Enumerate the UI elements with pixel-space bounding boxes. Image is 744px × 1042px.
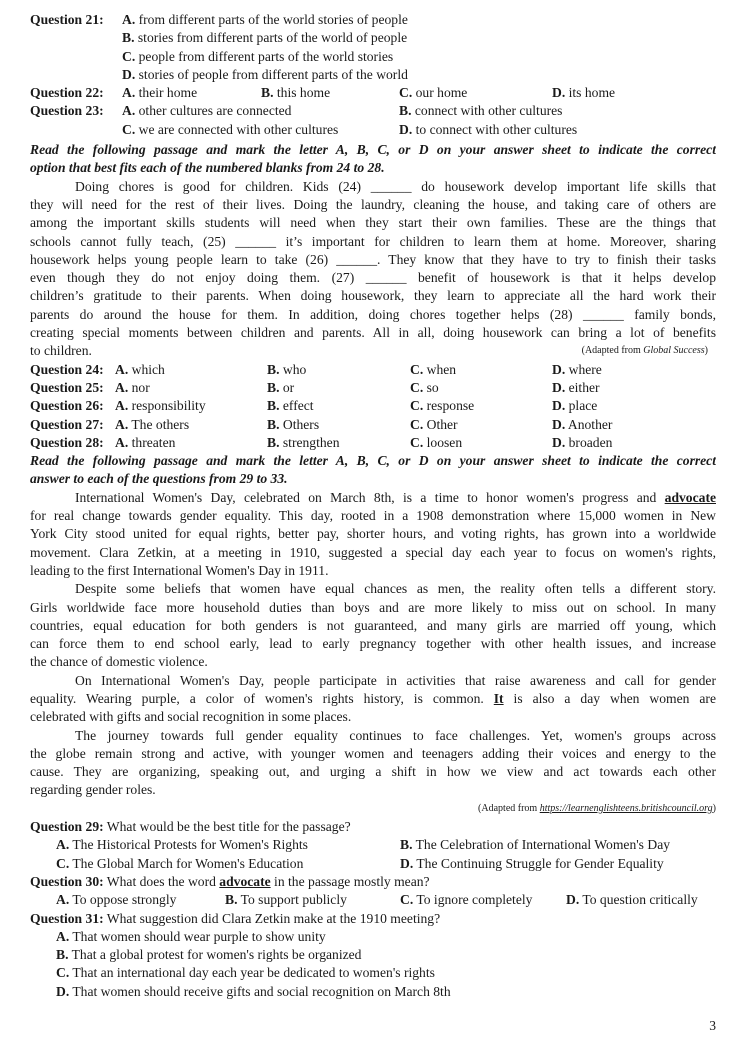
option-a: A. from different parts of the world stories of people [122,12,408,27]
option-a: A. their home [122,85,198,101]
option-c: C. The Global March for Women's Education [56,855,304,871]
passage-line: Doing chores is good for children. Kids (24) ______ do housework develop important life skills that [75,178,716,194]
option-b: B. strengthen [267,434,340,450]
option-a: A. To oppose strongly [56,892,177,908]
question-26 [30,397,716,415]
question-25 [30,379,716,397]
option-b: B. stories from different parts of the world of people [122,30,408,46]
keyword-it: It [493,690,504,706]
option-c: C. That an international day each year be dedicated to women's rights [56,965,435,981]
question-label: Question 30: [30,873,104,889]
question-21-option-d [30,66,716,84]
option-c: C. when [410,361,457,377]
question-29-options-cd [30,855,716,873]
question-24 [30,361,716,379]
option-a: A. which [115,361,165,377]
passage-line: can force them to end school early, lead to early pregnancy together with other health issues, and increase [30,636,716,652]
passage-line: leading to the first International Women's Day in 1911. [30,562,329,578]
question-23 [30,102,716,120]
option-a: A. That women should wear purple to show unity [56,928,326,944]
option-b: B. Others [267,416,320,432]
option-a: A. The Historical Protests for Women's Rights [56,837,308,853]
option-b: B. who [267,361,307,377]
option-a: A. threaten [115,434,176,450]
option-b: B. The Celebration of International Women's Day [400,837,671,853]
passage-line: to children. [30,343,92,359]
passage-line: for real change towards gender equality. This day, rooted in a 1908 demonstration where 15,000 women in New [30,508,716,524]
instruction-line: Read the following passage and mark the letter A, B, C, or D on your answer sheet to indicate the correct [30,453,716,469]
question-label: Question 27: [30,416,104,432]
option-d: D. The Continuing Struggle for Gender Equality [400,855,664,871]
option-c: C. so [410,379,439,395]
option-d: D. where [552,361,602,377]
question-label: Question 22: [30,85,104,101]
keyword-advocate: advocate [219,873,271,889]
option-d: D. Another [552,416,613,432]
option-b: B. effect [267,398,314,414]
option-c: C. To ignore completely [400,892,533,908]
exam-page [30,11,716,1001]
source-credit: (Adapted from Global Success) [581,345,708,357]
question-21-option-c [30,48,716,66]
passage-line: cause. They are organizing, speaking out, and urging a shift in how we view and act towards each other [30,764,716,780]
question-29-options-ab [30,836,716,854]
passage-line: On International Women's Day, people participate in activities that raise awareness and call for gender [75,672,716,688]
question-30-options [30,891,716,909]
option-d: D. broaden [552,434,613,450]
passage-line: the chance of domestic violence. [30,654,208,670]
instruction-line: answer to each of the questions from 29 to 33. [30,471,288,487]
option-d: D. its home [552,85,616,101]
question-label: Question 29: [30,819,104,835]
question-21-option-b [30,29,716,47]
source-credit: (Adapted from https://learnenglishteens.britishcouncil.org) [478,802,716,814]
question-30: Question 30: What does the word advocate in the passage mostly mean? [30,873,430,889]
passage-line: The journey towards full gender equality continues to face challenges. Yet, women's groups across [75,727,716,743]
option-c: C. loosen [410,434,463,450]
question-31 [30,910,716,928]
option-d: D. That women should receive gifts and social recognition on March 8th [56,983,451,999]
question-stem: What would be the best title for the passage? [106,819,351,835]
question-label: Question 21: [30,12,104,27]
instruction-line: Read the following passage and mark the letter A, B, C, or D on your answer sheet to indicate the correct [30,142,716,158]
keyword-advocate: advocate [664,489,716,505]
passage-line: among the important skills students will need when they start their own families. These are the things that [30,215,716,231]
page-number: 3 [709,1018,716,1033]
option-d: D. either [552,379,600,395]
option-d: D. To question critically [566,892,698,908]
passage-line: countries, equal education for both genders is not guaranteed, and many girls are married off young, which [30,617,716,633]
option-a: A. The others [115,416,190,432]
question-28 [30,434,716,452]
instruction-line: option that best fits each of the numbered blanks from 24 to 28. [30,160,385,176]
option-b: B. To support publicly [225,892,347,908]
source-link: https://learnenglishteens.britishcouncil.org [539,802,713,814]
question-21 [30,11,716,29]
question-label: Question 26: [30,398,104,414]
passage-line: they will need for the rest of their lives. Doing the laundry, cleaning the house, and taking care of others are [30,196,716,212]
option-b: B. or [267,379,295,395]
passage-last-line [30,342,716,360]
option-d: D. stories of people from different parts of the world [122,66,408,82]
question-23-options-cd [30,121,716,139]
option-b: B. That a global protest for women's rights be organized [56,947,362,963]
passage-line: parents do around the house for them. In addition, doing chores together helps (28) ______ family bonds, [30,306,716,322]
option-a: A. nor [115,379,150,395]
passage-line: International Women's Day, celebrated on March 8th, is a time to honor women's progress and advocate [75,489,716,505]
question-22 [30,84,716,102]
option-a: A. other cultures are connected [122,103,292,119]
question-label: Question 28: [30,434,104,450]
passage-line: celebrated with gifts and social recognition in some places. [30,709,352,725]
question-label: Question 23: [30,103,104,119]
passage-line: schools cannot fully teach, (25) ______ it’s important for children to learn them at home. Moreover, sharing [30,233,716,249]
passage-line: creating special moments between children and parents. All in all, doing housework can bring a lot of benefits [30,325,716,341]
passage-line: equality. Wearing purple, a color of women's rights history, is common. It is also a day when women are [30,690,716,706]
option-c: C. response [410,398,475,414]
option-b: B. this home [261,85,331,101]
question-29 [30,818,716,836]
question-stem: What suggestion did Clara Zetkin make at the 1910 meeting? [106,910,441,926]
option-c: C. people from different parts of the world stories [122,48,394,64]
option-d: D. place [552,398,598,414]
passage-line: Despite some beliefs that women have equal chances as men, the reality often tells a different story. [75,581,716,597]
passage-line: Girls worldwide face more household duties than boys and are more likely to miss out on school. In many [30,599,716,615]
question-27 [30,416,716,434]
option-c: C. our home [399,85,468,101]
option-c: C. Other [410,416,458,432]
question-label: Question 31: [30,910,104,926]
option-d: D. to connect with other cultures [399,121,578,137]
passage-line: regarding gender roles. [30,782,156,798]
passage-line: housework helps young people learn to take (26) ______. They know that they have to try to finish their tasks [30,251,716,267]
passage-line: the globe remain strong and active, with younger women and teenagers adding their voices and energy to the [30,745,716,761]
option-c: C. we are connected with other cultures [122,121,339,137]
passage-line: children’s gratitude to their parents. When doing housework, they learn to appreciate all the hard work their [30,288,716,304]
passage-line: movement. Clara Zetkin, at a meeting in 1910, suggested a special day each year to focus on women's rights, [30,544,716,560]
option-b: B. connect with other cultures [399,103,563,119]
option-a: A. responsibility [115,398,206,414]
passage-line: even though they do not enjoy doing them. (27) ______ benefit of housework is that it helps develop [30,270,716,286]
question-label: Question 25: [30,379,104,395]
question-label: Question 24: [30,361,104,377]
passage-line: York City stood united for equal rights, better pay, shorter hours, and voting rights, has grown into a worldwide [30,526,716,542]
